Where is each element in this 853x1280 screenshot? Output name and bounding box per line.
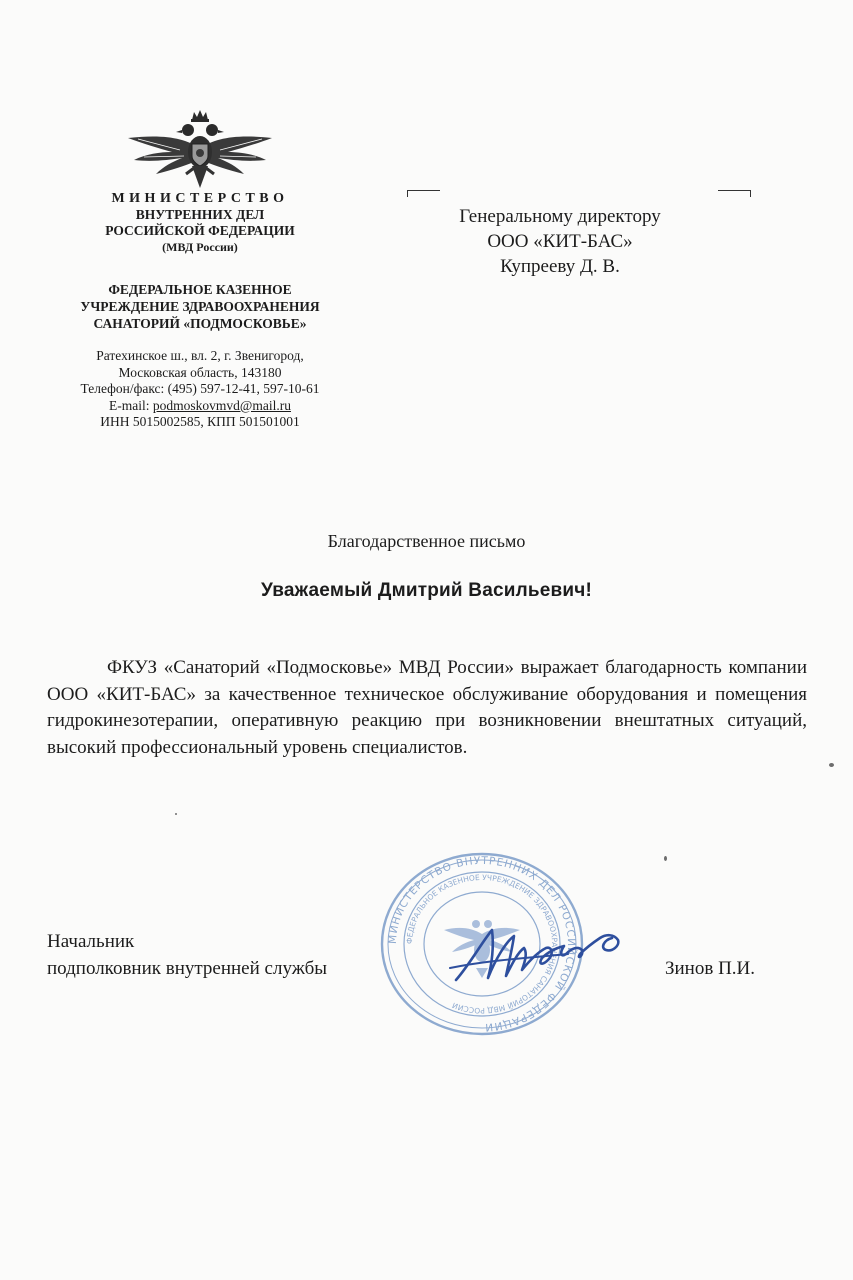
addressee-line3: Купрееву Д. В. [500,256,620,277]
addressee-line1: Генеральному директору [459,206,661,227]
email-label: E-mail: [109,397,153,413]
letter-greeting: Уважаемый Дмитрий Васильевич! [260,580,593,601]
double-headed-eagle-emblem-icon [124,108,276,194]
tax-ids: ИНН 5015002585, КПП 501501001 [100,414,300,429]
stamp-outer-text: МИНИСТЕРСТВО ВНУТРЕННИХ ДЕЛ РОССИЙСКОЙ ФЕДЕРАЦИИ [386,854,578,1034]
addressee-block [390,204,730,279]
email-link[interactable]: podmoskovmvd@mail.ru [152,397,291,413]
addressee-corner-right [718,190,751,197]
institution-line3: САНАТОРИЙ «ПОДМОСКОВЬЕ» [93,316,307,331]
stamp-inner-text: ФЕДЕРАЛЬНОЕ КАЗЕННОЕ УЧРЕЖДЕНИЕ ЗДРАВООХРАНЕНИЯ САНАТОРИЙ МВД РОССИИ [404,872,560,1016]
institution-contacts [40,348,360,431]
letter-title: Благодарственное письмо [327,531,526,551]
ministry-line1: МИНИСТЕРСТВО [111,191,289,206]
ministry-line2: ВНУТРЕННИХ ДЕЛ [135,207,265,222]
scan-speck [664,856,667,861]
address-line2: Московская область, 143180 [118,364,282,380]
address-line1: Ратехинское ш., вл. 2, г. Звенигород, [96,348,304,363]
ministry-short: (МВД России) [162,240,238,254]
phone-line: Телефон/факс: (495) 597-12-41, 597-10-61 [80,381,320,396]
addressee-corner-left [407,190,440,197]
scan-speck [175,813,177,815]
handwritten-signature-icon [448,918,628,990]
institution-name [40,281,360,332]
ministry-line3: РОССИЙСКОЙ ФЕДЕРАЦИИ [105,223,295,238]
ministry-name [40,191,360,255]
letter-body: ФКУЗ «Санаторий «Подмосковье» МВД России» выражает благодарность компании ООО «КИТ-БАС» за качественное техническое обслуживание оборудования и помещения гидрокинезотерапии, оперативную реакцию при возникновении внештатных ситуаций, высокий профессиональный уровень специалистов. [47,657,807,758]
institution-line2: УЧРЕЖДЕНИЕ ЗДРАВООХРАНЕНИЯ [80,299,320,314]
addressee-line2: ООО «КИТ-БАС» [487,231,633,252]
email-line [40,398,360,415]
scan-speck [829,763,834,767]
signer-position-title: Начальник [47,931,135,952]
signer-rank: подполковник внутренней службы [47,958,328,979]
signer-name: Зинов П.И. [665,958,756,979]
institution-line1: ФЕДЕРАЛЬНОЕ КАЗЕННОЕ [108,282,292,297]
